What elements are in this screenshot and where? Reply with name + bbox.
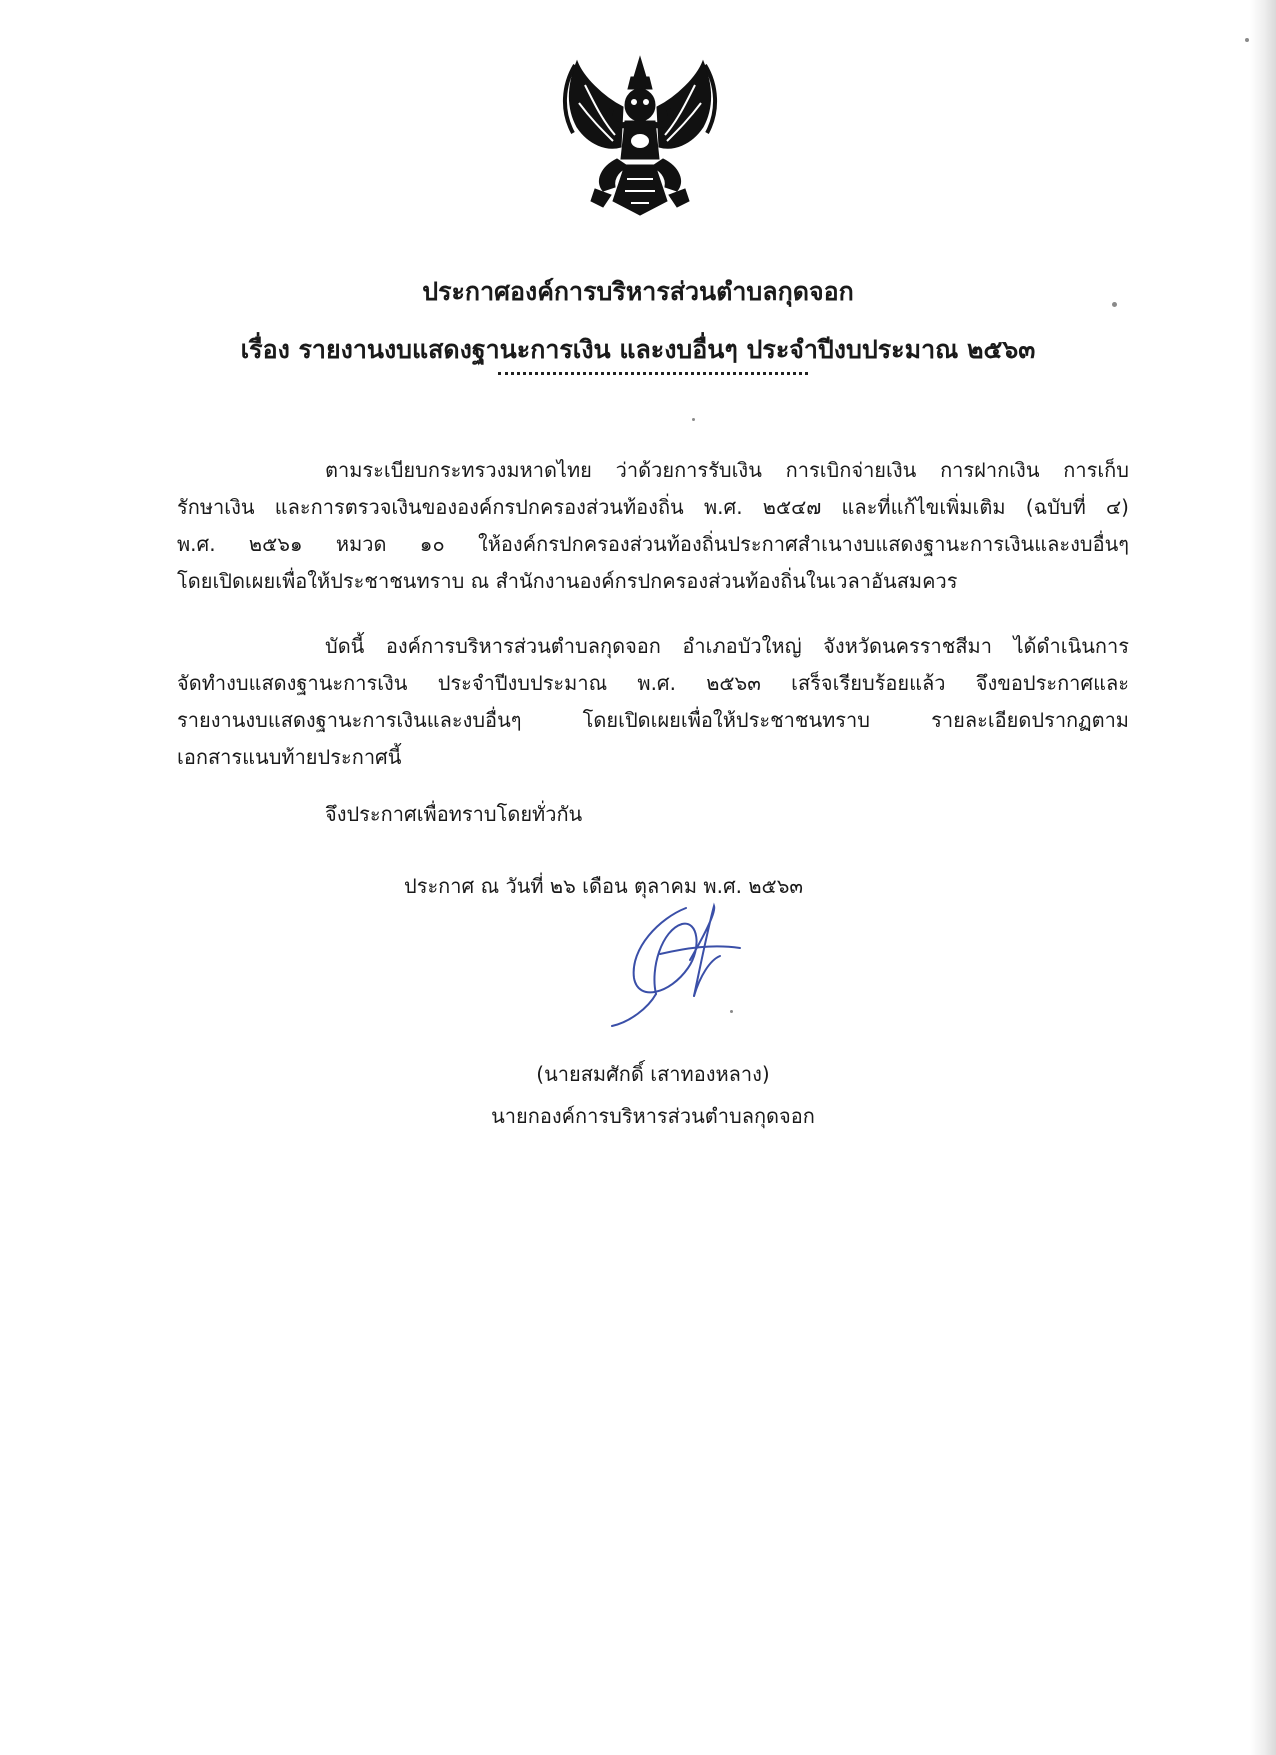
announcement-title: ประกาศองค์การบริหารส่วนตำบลกุดจอก xyxy=(422,277,854,306)
paragraph-announcement xyxy=(177,628,1129,776)
scan-speck xyxy=(692,418,695,421)
paragraph-line: จัดทำงบแสดงฐานะการเงิน ประจำปีงบประมาณ พ.ศ. ๒๕๖๓ เสร็จเรียบร้อยแล้ว จึงขอประกาศและ xyxy=(177,671,1129,695)
paragraph-regulation xyxy=(177,452,1129,600)
announcement-date: ประกาศ ณ วันที่ ๒๖ เดือน ตุลาคม พ.ศ. ๒๕๖๓ xyxy=(404,874,804,898)
paragraph-line: รายงานงบแสดงฐานะการเงินและงบอื่นๆ โดยเปิดเผยเพื่อให้ประชาชนทราบ รายละเอียดปรากฏตาม xyxy=(177,708,1129,732)
handwritten-signature xyxy=(590,898,770,1028)
paragraph-line: ตามระเบียบกระทรวงมหาดไทย ว่าด้วยการรับเงิน การเบิกจ่ายเงิน การฝากเงิน การเก็บ xyxy=(325,458,1129,482)
announcement-subject: เรื่อง รายงานงบแสดงฐานะการเงิน และงบอื่นๆ ประจำปีงบประมาณ ๒๕๖๓ xyxy=(240,335,1036,364)
page-edge-shadow xyxy=(1250,0,1276,1755)
paragraph-line: รักษาเงิน และการตรวจเงินขององค์กรปกครองส่วนท้องถิ่น พ.ศ. ๒๕๔๗ และที่แก้ไขเพิ่มเติม (ฉบับที่ ๔) xyxy=(177,495,1129,519)
closing-statement: จึงประกาศเพื่อทราบโดยทั่วกัน xyxy=(325,802,583,826)
scan-speck xyxy=(1245,38,1249,42)
garuda-emblem-icon xyxy=(555,55,725,223)
scan-speck xyxy=(1112,302,1117,307)
paragraph-line: พ.ศ. ๒๕๖๑ หมวด ๑๐ ให้องค์กรปกครองส่วนท้องถิ่นประกาศสำเนางบแสดงฐานะการเงินและงบอื่นๆ xyxy=(177,532,1129,556)
signer-name: (นายสมศักดิ์ เสาทองหลาง) xyxy=(536,1062,770,1086)
paragraph-line: โดยเปิดเผยเพื่อให้ประชาชนทราบ ณ สำนักงานองค์กรปกครองส่วนท้องถิ่นในเวลาอันสมควร xyxy=(177,569,958,593)
paragraph-line: บัดนี้ องค์การบริหารส่วนตำบลกุดจอก อำเภอบัวใหญ่ จังหวัดนครราชสีมา ได้ดำเนินการ xyxy=(325,634,1129,658)
paragraph-line: เอกสารแนบท้ายประกาศนี้ xyxy=(177,745,402,769)
scan-speck xyxy=(730,1010,733,1013)
title-divider xyxy=(498,372,808,375)
signer-position: นายกองค์การบริหารส่วนตำบลกุดจอก xyxy=(491,1104,815,1128)
